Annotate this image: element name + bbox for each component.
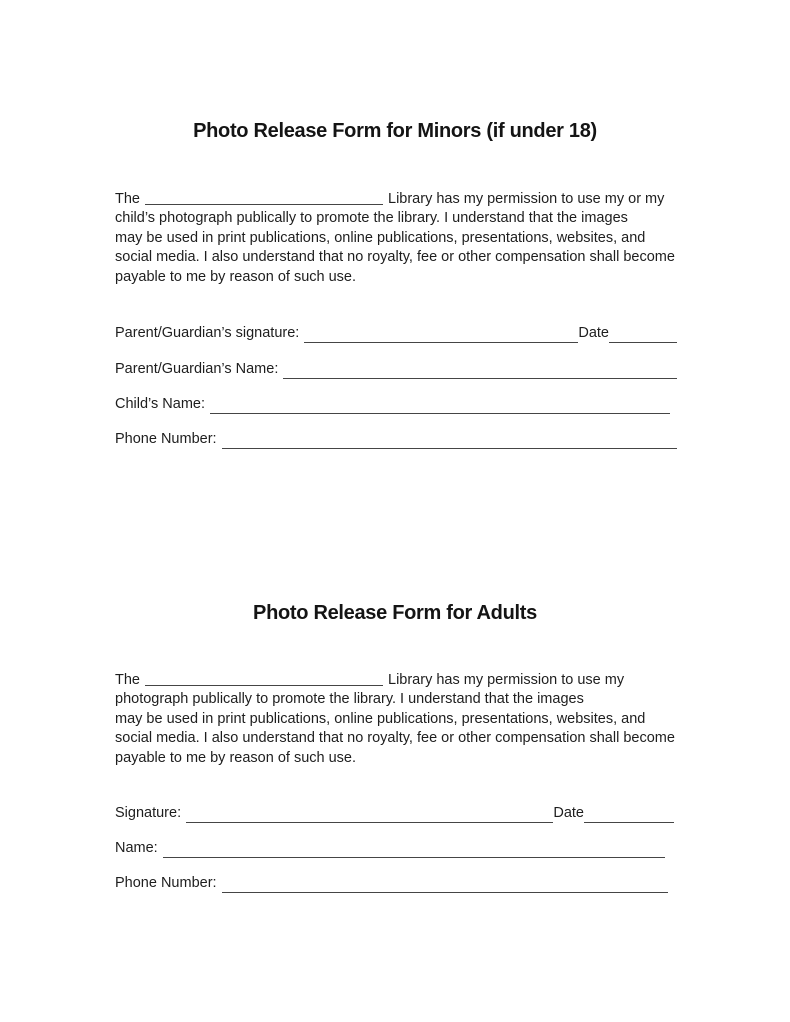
minors-intro-line-2a: child’s photograph publically to promote the library. [115,210,441,227]
minors-child-name-row [115,396,670,415]
minors-signature-blank[interactable] [304,325,578,343]
adults-intro-line-1 [115,671,675,690]
minors-date-blank[interactable] [609,325,677,343]
adults-phone-blank[interactable] [222,875,668,893]
minors-intro-line-1 [115,190,675,209]
adults-name-label: Name: [115,840,158,856]
adults-intro-line-3: may be used in print publications, online publications, presentations, websites, and [115,710,646,727]
adults-section-title: Photo Release Form for Adults [253,602,537,625]
minors-section-title: Photo Release Form for Minors (if under 18) [193,120,597,143]
minors-phone-blank[interactable] [222,431,677,449]
minors-child-name-blank[interactable] [210,396,670,414]
adults-intro-the: The [115,672,140,688]
minors-name-blank[interactable] [283,361,677,379]
adults-date-blank[interactable] [584,805,674,823]
adults-phone-row [115,875,668,894]
adults-name-blank[interactable] [163,840,665,858]
minors-name-row [115,361,677,380]
minors-intro-the: The [115,191,140,207]
minors-library-name-blank[interactable] [145,192,383,205]
minors-phone-row [115,431,677,450]
adults-library-name-blank[interactable] [145,673,383,686]
adults-intro-line-5: payable to me by reason of such use. [115,749,357,766]
adults-intro-line-2b: I understand that the images [400,691,584,708]
adults-intro-line-4: social media. I also understand that no royalty, fee or other compensation shall become [115,730,675,747]
minors-intro-line-5: payable to me by reason of such use. [115,268,357,285]
adults-intro-after-blank: Library has my permission to use my [388,672,625,688]
adults-phone-label: Phone Number: [115,875,217,891]
minors-date-label: Date [578,325,609,341]
adults-name-row [115,840,665,859]
minors-phone-label: Phone Number: [115,431,217,447]
minors-intro-line-2b: I understand that the images [444,210,628,227]
minors-intro-line-4: social media. I also understand that no royalty, fee or other compensation shall become [115,249,675,266]
minors-intro-paragraph [115,190,675,287]
minors-signature-row [115,325,677,344]
adults-signature-label: Signature: [115,805,182,821]
minors-child-name-label: Child’s Name: [115,396,205,412]
adults-date-label: Date [553,805,584,821]
minors-signature-label: Parent/Guardian’s signature: [115,325,300,341]
minors-intro-line-2 [115,209,675,228]
adults-signature-row [115,805,674,824]
adults-intro-line-2a: photograph publically to promote the library. [115,691,397,708]
adults-signature-blank[interactable] [186,805,553,823]
minors-intro-after-blank: Library has my permission to use my or my [388,191,665,207]
adults-intro-line-2 [115,690,675,709]
adults-intro-paragraph [115,671,675,768]
minors-intro-line-3: may be used in print publications, online publications, presentations, websites, and [115,229,646,246]
minors-name-label: Parent/Guardian’s Name: [115,361,279,377]
